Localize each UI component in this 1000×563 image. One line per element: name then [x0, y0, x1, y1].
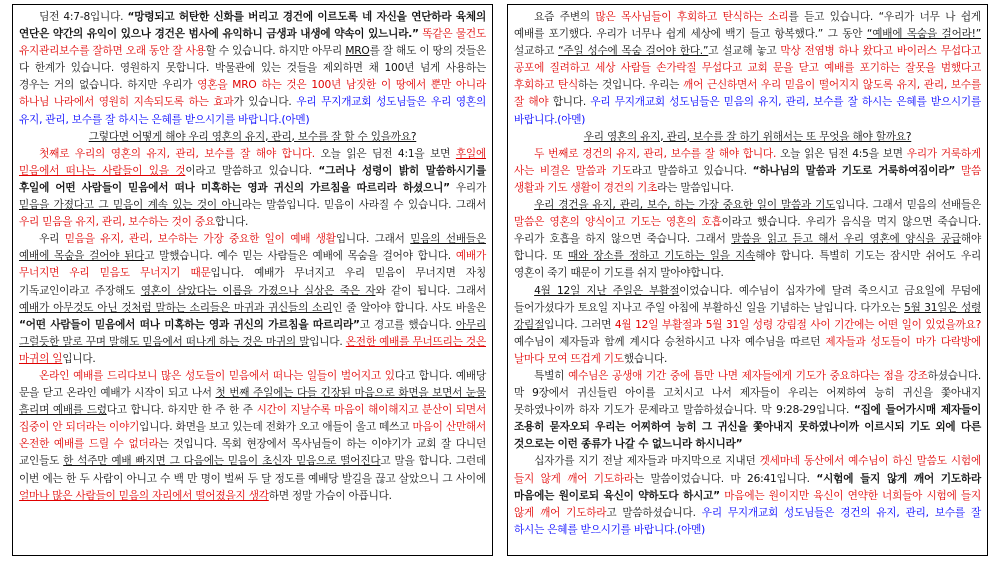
text-run: 딤전 4:7-8입니다.: [39, 11, 128, 23]
text-run: 는 말씀이었습니다. 마 26:41입니다.: [633, 472, 817, 485]
text-run: 영혼이 살았다는 이름을 가졌으나 실상은 죽은 자: [140, 284, 376, 297]
text-run: “하나님의 말씀과 기도로 거룩하여짐이라”: [752, 164, 956, 177]
text-run: 5월 31일은 성령 강림절: [514, 301, 982, 331]
text-run: 특별히: [534, 369, 569, 382]
text-run: 이라고 말씀하고 있습니다.: [185, 164, 319, 177]
text-run: 라는 말씀입니다.: [657, 181, 734, 194]
text-run: 인 줄 알아야 합니다. 사도 바울은: [332, 301, 486, 314]
text-run: 입니다. 그러면: [544, 318, 615, 331]
text-run: 우리 무지개교회 성도님들은 경건의 유지, 관리, 보수를 잘 하시는 은혜를 받으시기를 바랍니다.(아멘): [514, 506, 981, 536]
text-run: 해야 합니다. 또: [514, 233, 981, 263]
body-paragraph: [514, 283, 981, 368]
text-run: “그러나 성령이 밝히 말씀하시기를 후일에 어떤 사람들이 믿음에서 떠나 미혹하는 영과 귀신의 가르침을 따르리라 하셨으니”: [19, 164, 487, 194]
text-run: 하면 정말 가슴이 아픕니다.: [268, 489, 392, 502]
text-run: 는 것입니다. 목회 현장에서 목사님들이 하는 이야기가 교회 잘 다니던 교인들도: [19, 438, 486, 468]
text-run: 얼마나 많은 사람들이 믿음의 자리에서 떨어졌을지 생각: [19, 489, 269, 502]
text-run: 다고 합니다. 하지만 한 주 한 주: [106, 404, 257, 417]
text-run: “주일 성수에 목숨 걸어야 한다.”: [558, 45, 709, 58]
text-run: 입니다. 예배가 무너지고 우리 믿음이 무너지면 자칭 기독교인이라고 주장해도: [19, 267, 486, 297]
text-run: 첫 번째 주일에는 다들 긴장된 마음으로 화면을 보면서 눈물 흘리며 예배를 드렸: [19, 387, 486, 417]
body-paragraph: [19, 9, 486, 129]
text-run: 우리 무지개교회 성도님들은 우리 영혼의 유지, 관리, 보수를 잘 하시는 은혜를 받으시기를 바랍니다.(아멘): [19, 96, 486, 126]
text-run: 똑같은 물건도 유지관리보수를 잘하면 오래 동안 잘 사용: [19, 28, 486, 58]
text-run: 우리가: [449, 181, 486, 194]
text-run: 해야 합니다. 특별히 기도는 잠시만 쉬어도 우리 영혼이 죽기 때문이 기도를 쉬지 말아야합니다.: [514, 250, 982, 280]
text-run: 우리 믿음을 유지, 관리, 보수하는 것이 중요: [19, 216, 215, 229]
text-run: “예배에 목숨을 걸어라!”: [866, 28, 981, 41]
text-run: 두 번째로 경건의 유지, 관리, 보수를 잘 해야 합니다.: [534, 147, 777, 160]
text-run: 그렇다면 어떻게 해야 우리 영혼의 유지, 관리, 보수를 잘 할 수 있을까요?: [88, 130, 417, 143]
body-paragraph: [514, 453, 981, 538]
text-run: 말씀을 읽고 듣고 해서 우리 영혼에 양식을 공급: [731, 233, 961, 246]
text-run: 요즘 주변의: [534, 11, 596, 23]
text-run: 라는 말씀입니다. 믿음이 사라질 수 있습니다. 그래서: [241, 199, 486, 212]
text-run: 고 경고를 했습니다.: [359, 318, 456, 331]
text-run: “집에 들어가시매 제자들이 조용히 묻자오되 우리는 어찌하여 능히 그 귀신을 쫓아내지 못하였나이까 이르시되 기도 외에 다른 것으로는 이런 종류가 나갈 수 없느니라 하시니라”: [514, 404, 982, 451]
text-run: 제자들과 성도들이 마가 다락방에 날마다 모여 뜨겁게 기도: [514, 335, 981, 365]
text-run: 4월 12일 부활절과 5월 31일 성령 강림절 사이 기간에는 어떤 일이 있었을까요?: [614, 318, 981, 331]
text-run: 입니다. 그래서 믿음의 선배들은: [835, 199, 982, 212]
text-run: 하는 것입니다. 우리는: [578, 79, 684, 92]
text-run: 우리 영혼의 유지, 관리, 보수를 잘 하기 위해서는 또 무엇을 해야 할까요?: [583, 130, 912, 143]
text-run: 말씀은 영혼의 양식이고 기도는 영혼의 호흡: [514, 216, 722, 229]
text-run: 마음이 산만해서 온전한 예배를 드릴 수 없더라: [19, 421, 486, 451]
body-paragraph: [19, 368, 486, 505]
text-run: 입니다.: [309, 335, 346, 348]
text-run: 우리 무지개교회 성도님들은 믿음의 유지, 관리, 보수를 잘 하시는 은혜를 받으시기를 바랍니다.(아멘): [514, 96, 981, 126]
text-run: 한 석주만 예배 빠지면 그 다음에는 믿음이 초신자 믿음으로 떨어진다: [63, 455, 381, 468]
text-run: 를 잘 해도 이 땅의 것들은 다 한계가 있습니다. 영원하지 못합니다. 박물관에 있는 것들을 제외하면 채 100년 넘게 사용하는 경우는 거의 없습니다. 하지만 우리가: [19, 45, 486, 92]
text-run: 예수님이 제자들과 함께 계시다 승천하시고 나자 예수님을 따르던: [514, 335, 826, 348]
text-run: 입니다. 그래서: [335, 233, 411, 246]
text-run: 십자가를 지기 전날 제자들과 마지막으로 지내던: [534, 455, 760, 468]
text-run: 입니다.: [62, 352, 96, 365]
text-run: 믿음의 선배들은 예배에 목숨을 걸어야 된다: [19, 233, 486, 263]
body-paragraph: [19, 231, 486, 368]
text-run: “어떤 사람들이 믿음에서 떠나 미혹하는 영과 귀신의 가르침을 따르리라”: [19, 318, 360, 331]
text-run: 깨어 근신하면서 우리 믿음이 떨어지지 않도록 유지, 관리, 보수를 잘 해야: [514, 79, 981, 109]
text-run: 겟세마네 동산에서 예수님이 하신 말씀도 시험에 들지 않게 깨어 기도하라: [514, 455, 981, 485]
right-document-page: [507, 4, 988, 556]
text-run: 고 말씀하셨습니다.: [606, 506, 702, 519]
text-run: 우리 경건을 유지, 관리, 보수, 하는 가장 중요한 일이 말씀과 기도: [534, 199, 836, 212]
text-run: MRO: [345, 45, 370, 58]
text-run: 오늘 읽은 딤전 4:1을 보면: [314, 147, 456, 160]
text-run: “시험에 들지 않게 깨어 기도하라 마음에는 원이로되 육신이 약하도다 하시고”: [514, 472, 982, 502]
text-run: 이라고 했습니다. 우리가 음식을 먹지 않으면 죽습니다. 우리가 호흡을 하지 않으면 죽습니다. 그래서: [514, 216, 981, 246]
text-run: 우리가 거룩하게 사는 비결은 말씀과 기도: [514, 147, 981, 177]
text-run: “망령되고 허탄한 신화를 버리고 경건에 이르도록 네 자신을 연단하라 육체의 연단은 약간의 유익이 있으나 경건은 범사에 유익하니 금생과 내생에 약속이 있느니라.”: [19, 11, 486, 41]
text-run: 다고 합니다. 예배당 문을 닫고 온라인 예배가 시작이 되고 나서: [19, 369, 486, 400]
left-document-page: [12, 4, 493, 556]
text-run: 아무리 그럴듯한 말로 꾸며 말해도 믿음에서 떠나게 하는 것은 마귀의 말: [19, 318, 486, 348]
body-paragraph: [514, 146, 981, 197]
text-run: 합니다.: [214, 216, 249, 229]
text-run: 오늘 읽은 딤전 4:5을 보면: [776, 147, 907, 160]
text-run: 입니다. 화면을 보고 있는데 전화가 오고 애들이 울고 떼쓰고: [139, 421, 413, 434]
text-run: 온전한 예배를 무너뜨리는 것은 마귀의 일: [19, 335, 486, 365]
body-paragraph: [514, 9, 981, 129]
text-run: 고 말했습니다. 예수 믿는 사람들은 예배에 목숨을 걸어야 합니다.: [144, 250, 456, 263]
text-run: 첫째로 우리의 영혼의 유지, 관리, 보수를 잘 해야 합니다.: [39, 147, 315, 160]
section-heading: [514, 129, 981, 146]
text-run: 할 수 있습니다. 하지만 아무리: [205, 45, 346, 58]
text-run: 고 말을 합니다. 그런데 이번 에는 한 두 사람이 아니고 수 백 만 명이 벌써 두 달 정도를 예배당 발길을 끊고 살았으니 그 사이에: [19, 455, 486, 485]
text-run: 막상 전염병 하나 왔다고 바이러스 무섭다고 공포에 질려하고 세상 사람들 손가락질 무섭다고 교회 문을 닫고 예배를 포기하는 잘못을 범했다고 후회하고 탄식: [514, 45, 981, 92]
section-heading: [19, 129, 486, 146]
text-run: 시간이 지날수록 마음이 해이해지고 분산이 되면서 집중이 안 되더라는 이야기: [19, 404, 486, 434]
text-run: 믿음을 가졌다고 그 믿음이 계속 있는 것이 아니: [19, 199, 242, 212]
text-run: 때와 장소를 정하고 기도하는 일을 지속: [567, 250, 756, 263]
text-run: 합니다.: [548, 96, 591, 109]
text-run: 와 같이 됩니다. 그래서: [375, 284, 486, 297]
body-paragraph: [514, 197, 981, 282]
text-run: 마음에는 원이지만 육신이 연약한 너희들아 시험에 들지 않게 깨어 기도하라: [514, 489, 981, 519]
text-run: 온라인 예배를 드리다보니 많은 성도들이 믿음에서 떠나는 일들이 벌어지고 있: [39, 369, 395, 382]
text-run: 많은 목사님들이 후회하고 탄식하는 소리: [595, 11, 789, 23]
text-run: 예배가 무너지면 우리 믿음도 무너지기 때문: [19, 250, 486, 280]
text-run: 예수님은 공생애 기간 중에 틈만 나면 제자들에게 기도가 중요하다는 점을 강조: [568, 369, 928, 382]
text-run: 했습니다.: [623, 352, 668, 365]
text-run: 가 있습니다.: [233, 96, 297, 109]
text-run: 믿음을 유지, 관리, 보수하는 가장 중요한 일이 예배 생활: [64, 233, 336, 246]
text-run: 를 듣고 있습니다. “우리가 너무 나 쉽게 예배를 포기했다. 우리가 너무나 쉽게 세상에 백기 들고 항복했다.” 그 동안: [514, 11, 981, 41]
text-run: 하셨습니다. 막 9장에서 귀신들린 아이를 고치시고 나서 제자들이 우리는 어찌하여 능히 귀신을 쫓아내지 못하였나이까 하자 기도가 문제라고 말씀하셨습니다. 막 9:28-29입니다.: [514, 369, 981, 417]
text-run: 말씀 생활과 기도 생활이 경건의 기초: [514, 164, 982, 194]
text-run: 이었습니다. 예수님이 십자가에 달려 죽으시고 금요일에 무덤에 들어가셨다가 토요일 지나고 주일 아침에 부활하신 일을 기념하는 날입니다. 다가오는: [514, 284, 981, 314]
text-run: 고 설교해 놓고: [708, 45, 781, 58]
text-run: 4월 12일 지난 주일은 부활절: [534, 284, 680, 297]
text-run: 후일에 믿음에서 떠나는 사람들이 있을 것: [19, 147, 486, 177]
body-paragraph: [514, 368, 981, 453]
text-run: 영혼을 MRO 하는 것은 100년 남짓한 이 땅에서 뿐만 아니라 하나님 나라에서 영원히 지속되도록 하는 효과: [19, 79, 486, 109]
text-run: 설교하고: [514, 45, 559, 58]
text-run: 라고 말씀하고 있습니다.: [631, 164, 753, 177]
text-run: 예배가 아무것도 아닌 것처럼 말하는 소리들은 마귀과 귀신들의 소리: [19, 301, 333, 314]
text-run: 우리: [39, 233, 65, 246]
body-paragraph: [19, 146, 486, 231]
